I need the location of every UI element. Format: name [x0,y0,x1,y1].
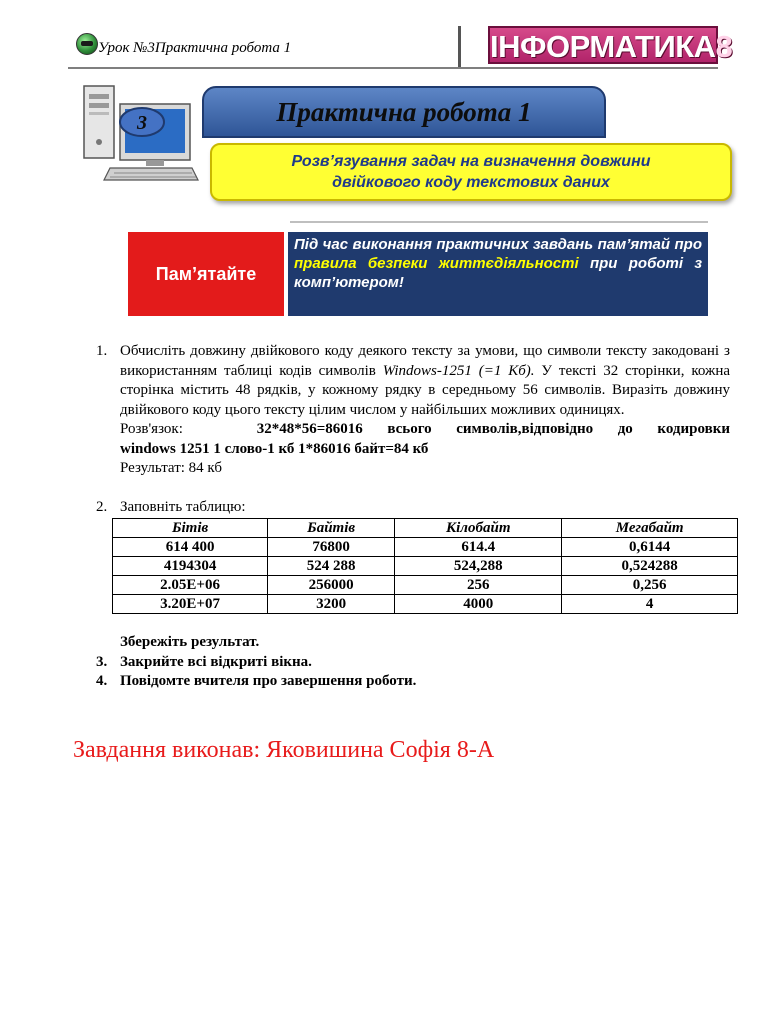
task-1-text [120,342,730,420]
brand-text: ІНФОРМАТИКА [490,29,716,64]
header-title: Урок №3Практична робота 1 [98,40,292,56]
page-title: Практична робота 1 [276,97,532,127]
solution-line-2: windows 1251 1 слово-1 кб 1*86016 байт=84 кб [120,440,429,457]
table-cell: 76800 [268,538,395,557]
title-banner [202,86,606,138]
task-2 [96,498,730,653]
table-cell: 3.20E+07 [113,595,268,614]
table-cell: 4 [562,595,738,614]
header-divider [458,26,461,68]
separator-line [290,221,708,223]
table-cell: 524 288 [268,557,395,576]
task-1-text-b: У тексті 32 сторінки, кожна сторінка містить 48 рядків, у кожному рядку в середньому 56 символів. Виразіть довжину двійкового коду цього тексту цілим числом у найбільших можливих одиницях. [120,362,731,418]
task-4-number: 4. [96,673,108,689]
result-text: Результат: 84 кб [120,460,222,476]
table-row [113,557,738,576]
table-cell: 0,6144 [562,538,738,557]
table-header-kilobytes: Кілобайт [395,519,562,538]
table-header-row [113,519,738,538]
task-2-text: Заповніть таблицю: [120,498,246,515]
header-logo-icon [76,33,98,55]
solution-text-1: 32*48*56=86016 всього символів,відповідно до кодировки [256,421,731,437]
solution-line-1 [120,420,730,440]
save-instruction: Збережіть результат. [120,634,260,650]
table-cell: 0,524288 [562,557,738,576]
safety-text-before: Під час виконання практичних завдань пам’ятай про [294,236,702,253]
task-list [96,342,730,692]
table-cell: 4000 [395,595,562,614]
table-row [113,538,738,557]
table-cell: 256000 [268,576,395,595]
lesson-number: 3 [137,112,147,134]
task-4 [96,672,730,692]
header-underline [68,67,718,69]
table-cell: 4194304 [113,557,268,576]
task-1-text-a: Обчисліть довжину двійкового коду деякого тексту за умови, що символи тексту закодовані з використанням таблиці кодів символів [120,343,730,379]
solution-label: Розв'язок: [120,421,183,437]
computer-icon [80,76,200,186]
table-cell: 614 400 [113,538,268,557]
author-line: Завдання виконав: Яковишина Софія 8-А [73,737,495,763]
task-3-number: 3. [96,653,108,670]
subtitle-line-1: Розв’язування задач на визначення довжини [291,153,651,170]
safety-highlight: правила безпеки життєдіяльності [294,255,579,272]
task-3 [96,653,730,673]
subtitle-box [210,143,732,201]
remember-label: Пам’ятайте [128,232,284,316]
table-cell: 524,288 [395,557,562,576]
table-cell: 3200 [268,595,395,614]
table-cell: 2.05E+06 [113,576,268,595]
table-row [113,576,738,595]
brand-logo [488,26,733,64]
task-1-encoding: Windows-1251 (=1 Кб). [382,362,535,379]
table-row [113,595,738,614]
task-2-number: 2. [96,498,108,515]
table-header-bits: Бітів [113,519,268,538]
safety-notice [288,232,708,316]
task-4-text: Повідомте вчителя про завершення роботи. [120,673,417,689]
brand-number: 8 [715,29,733,64]
table-header-megabytes: Мегабайт [562,519,738,538]
safety-text-after: при роботі з комп’ютером! [294,255,702,291]
task-1 [96,342,730,479]
table-cell: 0,256 [562,576,738,595]
conversion-table [112,518,738,614]
table-cell: 614.4 [395,538,562,557]
table-header-bytes: Байтів [268,519,395,538]
task-1-number: 1. [96,343,108,359]
table-cell: 256 [395,576,562,595]
task-3-text: Закрийте всі відкриті вікна. [120,653,312,670]
subtitle-line-2: двійкового коду текстових даних [332,174,610,191]
